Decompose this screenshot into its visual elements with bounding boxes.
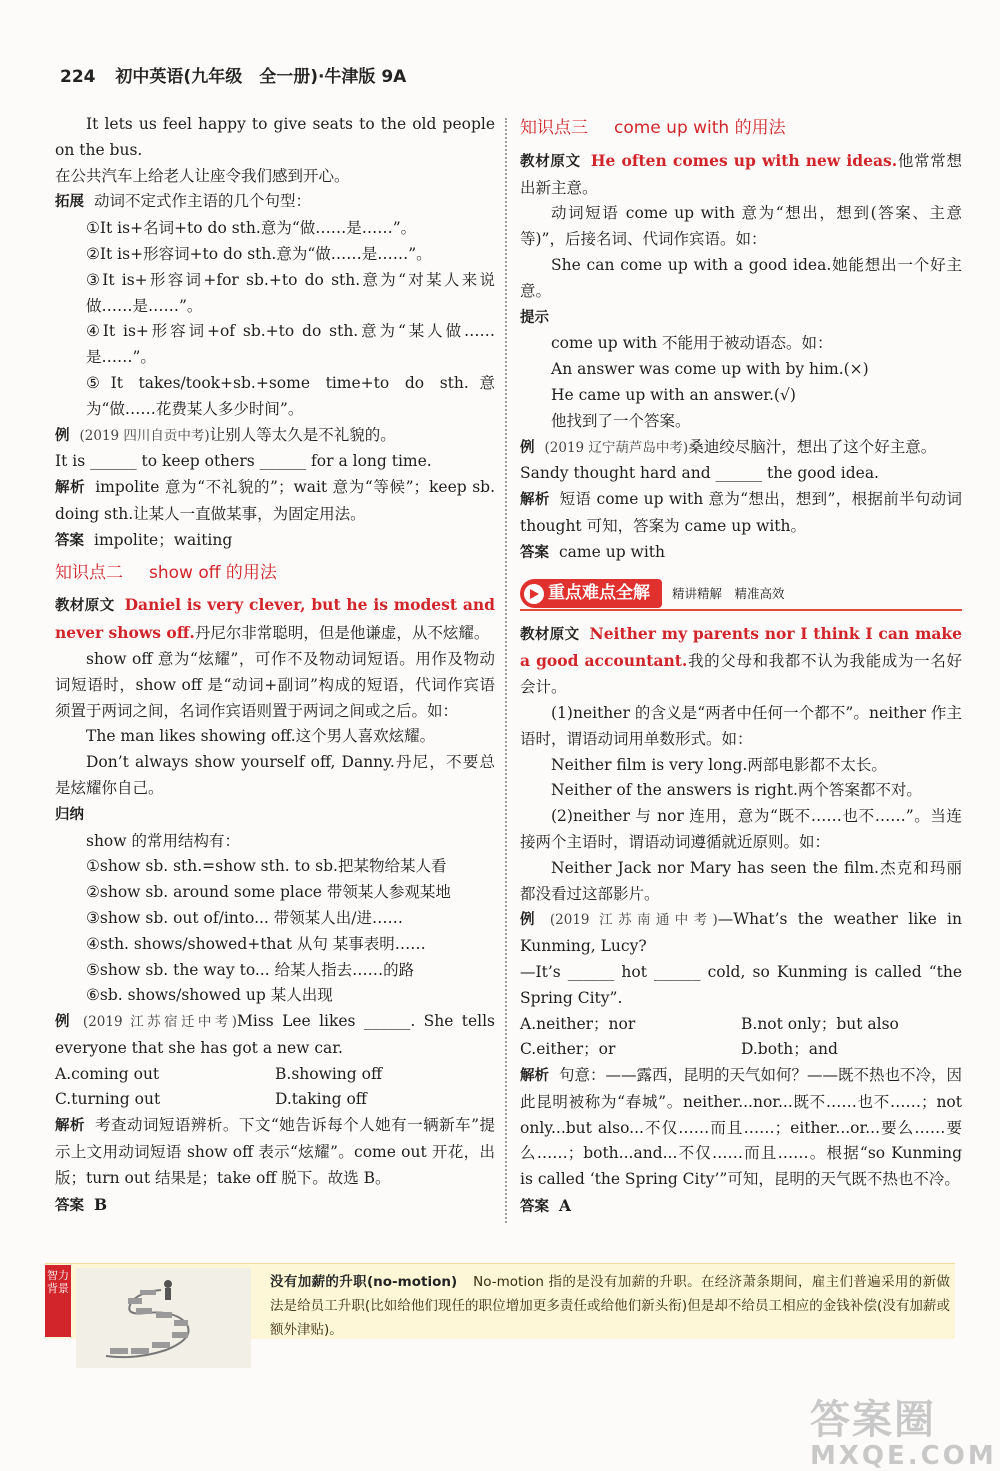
knowledge-point-3-heading bbox=[520, 116, 962, 142]
knowledge-point-2-heading bbox=[55, 561, 495, 587]
textbook-quote-en: He often comes up with new ideas. bbox=[590, 150, 898, 170]
example2-question: —It’s ______ hot ______ cold, so Kunming is called “the Spring City”. bbox=[520, 962, 962, 1007]
summary-tag: 归纳 bbox=[55, 806, 84, 823]
background-info-body: No-motion 指的是没有加薪的升职。在经济萧条期间，雇主们普遍采用的新做法是给员工升职(比如给他们现任的职位增加更多责任或给他们新头衔)但是却不给员工相应的金钱补偿(没有加薪或额外津贴)。 bbox=[270, 1274, 951, 1338]
example2-tag: 例 bbox=[55, 1014, 73, 1031]
analysis-text: impolite 意为“不礼貌的”；wait 意为“等候”；keep sb. doing sth.让某人一直做某事，为固定用法。 bbox=[55, 478, 495, 523]
left-column bbox=[55, 112, 495, 1219]
analysis2-tag: 解析 bbox=[520, 1068, 549, 1085]
example-question: It is ______ to keep others ______ for a long time. bbox=[55, 452, 432, 471]
option-c: C.either；or bbox=[520, 1040, 616, 1059]
example2-text: —What’s the weather like in Kunming, Lucy? bbox=[520, 910, 963, 956]
kp3-number: 知识点三 bbox=[520, 118, 588, 138]
option-a: A.neither；nor bbox=[520, 1014, 636, 1033]
answer-text: came up with bbox=[559, 542, 665, 561]
option-d: D.taking off bbox=[275, 1090, 367, 1109]
example-question: Sandy thought hard and ______ the good idea. bbox=[520, 464, 879, 483]
right-column bbox=[520, 112, 962, 1221]
structure-3: ③show sb. out of/into... 带领某人出/进…… bbox=[86, 908, 404, 927]
option-d: D.both；and bbox=[741, 1040, 838, 1059]
structure-1: ①show sb. sth.=show sth. to sb.把某物给某人看 bbox=[86, 857, 447, 876]
options-row-1 bbox=[55, 1062, 495, 1088]
tip-2: An answer was come up with by him.(×) bbox=[551, 360, 869, 379]
background-info-label: 智力背景 bbox=[45, 1265, 71, 1337]
structure-6: ⑥sb. shows/showed up 某人出现 bbox=[86, 986, 333, 1005]
explanation-1: show off 意为“炫耀”，可作不及物动词短语。用作及物动词短语时，show off 是“动词+副词”构成的短语，代词作宾语须置于两词之间，名词作宾语则置于两词之间或之后。如： bbox=[55, 649, 495, 720]
textbook2-quote-zh: 我的父母和我都不认为我能成为一名好会计。 bbox=[520, 652, 962, 697]
explanation-3: Don’t always show yourself off, Danny.丹尼，不要总是炫耀你自己。 bbox=[55, 753, 495, 797]
example2-source: (2019 江苏南通中考) bbox=[549, 912, 718, 929]
option-c: C.turning out bbox=[55, 1090, 161, 1109]
key-points-banner bbox=[520, 579, 962, 611]
option-a: A.coming out bbox=[55, 1064, 160, 1083]
textbook-quote-en: Daniel is very clever, but he is modest and never shows off. bbox=[55, 595, 496, 643]
example-tag: 例 bbox=[55, 427, 70, 444]
tip-tag: 提示 bbox=[520, 309, 549, 326]
options-row-2 bbox=[55, 1087, 495, 1113]
textbook2-tag: 教材原文 bbox=[520, 626, 580, 643]
options-row-2 bbox=[520, 1037, 962, 1063]
example-text: 桑迪绞尽脑汁，想出了这个好主意。 bbox=[688, 437, 937, 456]
options-row-1 bbox=[520, 1012, 962, 1038]
play-icon bbox=[524, 584, 544, 604]
structure-4: ④sth. shows/showed+that 从句 某事表明…… bbox=[86, 934, 426, 953]
tuozhan-text: 动词不定式作主语的几个句型： bbox=[94, 192, 312, 211]
pattern-5: ⑤It takes/took+sb.+some time+to do sth.意为“做……花费某人多少时间”。 bbox=[86, 373, 495, 418]
textbook-quote-zh: 丹尼尔非常聪明，但是他谦虚，从不炫耀。 bbox=[194, 624, 490, 643]
textbook-tag: 教材原文 bbox=[55, 598, 115, 615]
spiral-staircase-illustration bbox=[76, 1268, 251, 1368]
analysis2-text: 句意：——露西，昆明的天气如何？——既不热也不冷，因此昆明被称为“春城”。neither...nor...既不……也不……；not only...but also...不仅……而且……；either...or...要么……要么……；both...and...不仅……而且……。根据“so Kunming is called ‘the Spring City’”可知，昆明的天气既不热也不冷。 bbox=[520, 1066, 963, 1189]
kp3-title: come up with 的用法 bbox=[614, 118, 786, 138]
neither-2: Neither film is very long.两部电影都不太长。 bbox=[551, 755, 887, 774]
example-sentence-en: It lets us feel happy to give seats to the old people on the bus. bbox=[55, 115, 495, 159]
summary-text: show 的常用结构有： bbox=[86, 831, 240, 850]
analysis-tag: 解析 bbox=[520, 492, 550, 509]
neither-3: Neither of the answers is right.两个答案都不对。 bbox=[551, 781, 922, 800]
pattern-4: ④It is+形容词+of sb.+to do sth.意为“某人做……是……”。 bbox=[86, 322, 495, 367]
banner-title: 重点难点全解 bbox=[548, 582, 650, 603]
banner-subtitle: 精讲精解 精准高效 bbox=[672, 585, 785, 601]
watermark-line-1: 答案圈 bbox=[810, 1397, 936, 1443]
textbook-tag: 教材原文 bbox=[520, 153, 581, 170]
tuozhan-tag: 拓展 bbox=[55, 194, 84, 211]
analysis-tag: 解析 bbox=[55, 480, 86, 497]
background-info-title: 没有加薪的升职(no-motion) bbox=[270, 1274, 458, 1290]
tip-1: come up with 不能用于被动语态。如： bbox=[551, 334, 833, 353]
watermark bbox=[810, 1388, 997, 1471]
neither-1: (1)neither 的含义是“两者中任何一个都不”。neither 作主语时，谓语动词用单数形式。如： bbox=[520, 703, 962, 748]
pattern-1: ①It is+名词+to do sth.意为“做……是……”。 bbox=[86, 219, 417, 238]
tip-4: 他找到了一个答案。 bbox=[551, 411, 691, 430]
example2-source: (2019 江苏宿迁中考) bbox=[82, 1014, 238, 1031]
explanation-2: She can come up with a good idea.她能想出一个好主意。 bbox=[520, 255, 962, 300]
example-source: (2019 四川自贡中考) bbox=[79, 427, 210, 444]
option-b: B.showing off bbox=[275, 1064, 382, 1083]
answer2-tag: 答案 bbox=[520, 1199, 549, 1216]
answer2-text: A bbox=[559, 1196, 572, 1216]
answer-tag: 答案 bbox=[55, 532, 84, 549]
answer-text: impolite；waiting bbox=[94, 530, 233, 549]
banner-pill bbox=[520, 579, 662, 609]
column-divider bbox=[505, 118, 507, 1223]
kp2-title: show off 的用法 bbox=[149, 562, 277, 583]
page-number: 224 bbox=[60, 67, 96, 87]
example-tag: 例 bbox=[520, 439, 535, 456]
structure-2: ②show sb. around some place 带领某人参观某地 bbox=[86, 883, 451, 902]
book-title: 初中英语(九年级 全一册)·牛津版 9A bbox=[115, 67, 407, 87]
example2-tag: 例 bbox=[520, 912, 540, 929]
pattern-3: ③It is+形容词+for sb.+to do sth.意为“对某人来说做……是……”。 bbox=[86, 270, 495, 315]
explanation-1: 动词短语 come up with 意为“想出，想到(答案、主意等)”，后接名词、代词作宾语。如： bbox=[520, 204, 962, 249]
answer2-tag: 答案 bbox=[55, 1197, 84, 1214]
analysis-text: 短语 come up with 意为“想出，想到”，根据前半句动词 thought 可知，答案为 came up with。 bbox=[520, 490, 962, 535]
analysis2-text: 考查动词短语辨析。下文“她告诉每个人她有一辆新车”提示上文用动词短语 show off 表示“炫耀”。come out 开花，出版；turn out 结果是；take off 脱下。故选 B。 bbox=[55, 1116, 496, 1187]
example-sentence-zh: 在公共汽车上给老人让座令我们感到开心。 bbox=[55, 166, 350, 185]
example-text: 让别人等太久是不礼貌的。 bbox=[209, 425, 396, 444]
explanation-2: The man likes showing off.这个男人喜欢炫耀。 bbox=[86, 727, 436, 746]
page-header bbox=[60, 62, 406, 87]
option-b: B.not only；but also bbox=[741, 1014, 899, 1033]
tip-3: He came up with an answer.(√) bbox=[551, 385, 796, 404]
pattern-2: ②It is+形容词+to do sth.意为“做……是……”。 bbox=[86, 244, 432, 263]
structure-5: ⑤show sb. the way to... 给某人指去……的路 bbox=[86, 960, 415, 979]
answer-tag: 答案 bbox=[520, 544, 549, 561]
answer2-text: B bbox=[94, 1194, 108, 1214]
example2-text: Miss Lee likes ______. She tells everyone that she has got a new car. bbox=[55, 1012, 496, 1057]
neither-4: (2)neither 与 nor 连用，意为“既不……也不……”。当连接两个主语时，谓语动词遵循就近原则。如： bbox=[520, 807, 962, 851]
neither-5: Neither Jack nor Mary has seen the film.杰克和玛丽都没看过这部影片。 bbox=[520, 858, 962, 903]
textbook-quote-zh: 他常常想出新主意。 bbox=[520, 151, 962, 197]
kp2-number: 知识点二 bbox=[55, 562, 123, 583]
example-source: (2019 辽宁葫芦岛中考) bbox=[544, 439, 689, 456]
background-info-text bbox=[270, 1270, 950, 1342]
analysis2-tag: 解析 bbox=[55, 1118, 85, 1135]
textbook2-quote-en: Neither my parents nor I think I can make a good accountant. bbox=[520, 623, 962, 671]
watermark-line-2: MXQE.COM bbox=[810, 1441, 997, 1471]
